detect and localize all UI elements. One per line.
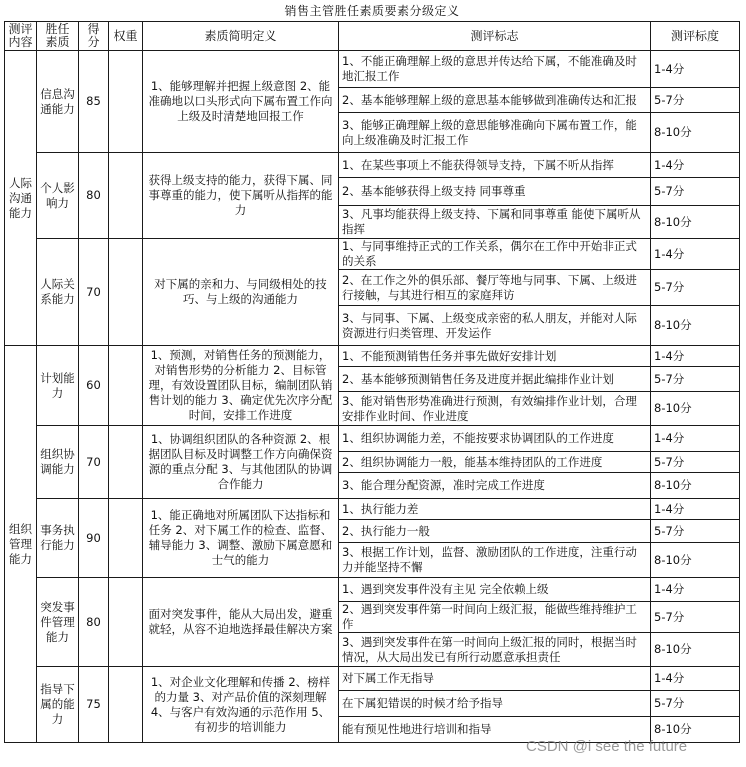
level-cell[interactable]: 8-10分 (651, 206, 740, 239)
table-row (5, 499, 740, 520)
indicator-cell[interactable]: 对下属工作无指导 (339, 667, 651, 691)
indicator-cell[interactable]: 3、能够正确理解上级的意思能够准确向下属布置工作，能向上级准确及时汇报工作 (339, 113, 651, 153)
score-cell[interactable]: 80 (79, 578, 109, 667)
indicator-cell[interactable]: 3、凡事均能获得上级支持、下属和同事尊重 能使下属听从指挥 (339, 206, 651, 239)
level-cell[interactable]: 1-4分 (651, 153, 740, 178)
category-cell[interactable]: 组织管理能力 (5, 346, 37, 743)
weight-cell[interactable] (109, 499, 143, 578)
score-cell[interactable]: 85 (79, 51, 109, 153)
watermark: CSDN @i see the future (526, 738, 688, 755)
header-row (5, 22, 740, 51)
indicator-cell[interactable]: 1、执行能力差 (339, 499, 651, 520)
weight-cell[interactable] (109, 426, 143, 499)
level-cell[interactable]: 5-7分 (651, 88, 740, 113)
score-cell[interactable]: 75 (79, 667, 109, 743)
table-row (5, 578, 740, 602)
table-row (5, 153, 740, 178)
header-category[interactable]: 测评内容 (5, 22, 37, 51)
level-cell[interactable]: 8-10分 (651, 306, 740, 346)
header-definition[interactable]: 素质简明定义 (143, 22, 339, 51)
level-cell[interactable]: 8-10分 (651, 717, 740, 743)
definition-cell[interactable]: 获得上级支持的能力，获得下属、同事尊重的能力，使下属听从指挥的能力 (143, 153, 339, 239)
ability-name-cell[interactable]: 突发事件管理能力 (37, 578, 79, 667)
weight-cell[interactable] (109, 578, 143, 667)
ability-name-cell[interactable]: 事务执行能力 (37, 499, 79, 578)
indicator-cell[interactable]: 1、遇到突发事件没有主见 完全依赖上级 (339, 578, 651, 602)
indicator-cell[interactable]: 3、能对销售形势准确进行预测，有效编排作业计划，合理安排作业时间、作业进度 (339, 392, 651, 426)
level-cell[interactable]: 1-4分 (651, 51, 740, 88)
header-ability[interactable]: 胜任素质 (37, 22, 79, 51)
header-indicator[interactable]: 测评标志 (339, 22, 651, 51)
level-cell[interactable]: 1-4分 (651, 667, 740, 691)
indicator-cell[interactable]: 能有预见性地进行培训和指导 (339, 717, 651, 743)
indicator-cell[interactable]: 1、不能正确理解上级的意思并传达给下属，不能准确及时地汇报工作 (339, 51, 651, 88)
header-level[interactable]: 测评标度 (651, 22, 740, 51)
level-cell[interactable]: 5-7分 (651, 452, 740, 473)
definition-cell[interactable]: 1、预测，对销售任务的预测能力，对销售形势的分析能力 2、目标管理，有效设置团队目标，编制团队销售计划的能力 3、确定优先次序分配时间，安排工作进度 (143, 346, 339, 426)
definition-cell[interactable]: 对下属的亲和力、与同级相处的技巧、与上级的沟通能力 (143, 239, 339, 346)
level-cell[interactable]: 1-4分 (651, 239, 740, 270)
level-cell[interactable]: 8-10分 (651, 543, 740, 578)
definition-cell[interactable]: 1、能够理解并把握上级意图 2、能准确地以口头形式向下属布置工作向上级及时清楚地回报工作 (143, 51, 339, 153)
weight-cell[interactable] (109, 153, 143, 239)
ability-name-cell[interactable]: 信息沟通能力 (37, 51, 79, 153)
indicator-cell[interactable]: 2、执行能力一般 (339, 520, 651, 543)
indicator-cell[interactable]: 2、在工作之外的俱乐部、餐厅等地与同事、下属、上级进行接触，与其进行相互的家庭拜访 (339, 270, 651, 306)
indicator-cell[interactable]: 2、组织协调能力一般，能基本维持团队的工作进度 (339, 452, 651, 473)
score-cell[interactable]: 80 (79, 153, 109, 239)
indicator-cell[interactable]: 3、与同事、下属、上级变成亲密的私人朋友，并能对人际资源进行归类管理、开发运作 (339, 306, 651, 346)
level-cell[interactable]: 1-4分 (651, 346, 740, 367)
definition-cell[interactable]: 面对突发事件，能从大局出发，避重就轻，从容不迫地选择最佳解决方案 (143, 578, 339, 667)
table-row (5, 346, 740, 367)
indicator-cell[interactable]: 3、根据工作计划，监督、激励团队的工作进度，注重行动力并能坚持不懈 (339, 543, 651, 578)
level-cell[interactable]: 5-7分 (651, 367, 740, 392)
level-cell[interactable]: 8-10分 (651, 633, 740, 667)
weight-cell[interactable] (109, 239, 143, 346)
level-cell[interactable]: 5-7分 (651, 178, 740, 206)
indicator-cell[interactable]: 1、组织协调能力差，不能按要求协调团队的工作进度 (339, 426, 651, 452)
level-cell[interactable]: 5-7分 (651, 270, 740, 306)
score-cell[interactable]: 90 (79, 499, 109, 578)
score-cell[interactable]: 70 (79, 239, 109, 346)
weight-cell[interactable] (109, 667, 143, 743)
ability-name-cell[interactable]: 计划能力 (37, 346, 79, 426)
weight-cell[interactable] (109, 346, 143, 426)
table-row (5, 51, 740, 88)
level-cell[interactable]: 1-4分 (651, 578, 740, 602)
competency-table (4, 21, 740, 743)
level-cell[interactable]: 5-7分 (651, 520, 740, 543)
level-cell[interactable]: 8-10分 (651, 392, 740, 426)
indicator-cell[interactable]: 1、在某些事项上不能获得领导支持，下属不听从指挥 (339, 153, 651, 178)
header-weight[interactable]: 权重 (109, 22, 143, 51)
sheet-title: 销售主管胜任素质要素分级定义 (284, 4, 460, 18)
ability-name-cell[interactable]: 人际关系能力 (37, 239, 79, 346)
indicator-cell[interactable]: 3、能合理分配资源，准时完成工作进度 (339, 473, 651, 499)
indicator-cell[interactable]: 2、遇到突发事件第一时间向上级汇报，能做些维持维护工作 (339, 602, 651, 633)
indicator-cell[interactable]: 2、基本能够获得上级支持 同事尊重 (339, 178, 651, 206)
table-row (5, 239, 740, 270)
indicator-cell[interactable]: 在下属犯错误的时候才给予指导 (339, 691, 651, 717)
level-cell[interactable]: 8-10分 (651, 473, 740, 499)
definition-cell[interactable]: 1、协调组织团队的各种资源 2、根据团队目标及时调整工作方向确保资源的重点分配 3、与其他团队的协调合作能力 (143, 426, 339, 499)
indicator-cell[interactable]: 1、与同事维持正式的工作关系，偶尔在工作中开始非正式的关系 (339, 239, 651, 270)
level-cell[interactable]: 8-10分 (651, 113, 740, 153)
score-cell[interactable]: 60 (79, 346, 109, 426)
definition-cell[interactable]: 1、对企业文化理解和传播 2、榜样的力量 3、对产品价值的深刻理解 4、与客户有效沟通的示范作用 5、有初步的培训能力 (143, 667, 339, 743)
score-cell[interactable]: 70 (79, 426, 109, 499)
indicator-cell[interactable]: 1、不能预测销售任务并事先做好安排计划 (339, 346, 651, 367)
table-row (5, 426, 740, 452)
indicator-cell[interactable]: 2、基本能够理解上级的意思基本能够做到准确传达和汇报 (339, 88, 651, 113)
ability-name-cell[interactable]: 个人影响力 (37, 153, 79, 239)
level-cell[interactable]: 1-4分 (651, 426, 740, 452)
table-row (5, 667, 740, 691)
ability-name-cell[interactable]: 指导下属的能力 (37, 667, 79, 743)
indicator-cell[interactable]: 2、基本能够预测销售任务及进度并据此编排作业计划 (339, 367, 651, 392)
weight-cell[interactable] (109, 51, 143, 153)
definition-cell[interactable]: 1、能正确地对所属团队下达指标和任务 2、对下属工作的检查、监督、辅导能力 3、调整、激励下属意愿和士气的能力 (143, 499, 339, 578)
category-cell[interactable]: 人际沟通能力 (5, 51, 37, 346)
ability-name-cell[interactable]: 组织协调能力 (37, 426, 79, 499)
header-score[interactable]: 得分 (79, 22, 109, 51)
level-cell[interactable]: 5-7分 (651, 602, 740, 633)
level-cell[interactable]: 1-4分 (651, 499, 740, 520)
level-cell[interactable]: 5-7分 (651, 691, 740, 717)
indicator-cell[interactable]: 3、遇到突发事件在第一时间向上级汇报的同时，根据当时情况，从大局出发已有所行动愿意承担责任 (339, 633, 651, 667)
